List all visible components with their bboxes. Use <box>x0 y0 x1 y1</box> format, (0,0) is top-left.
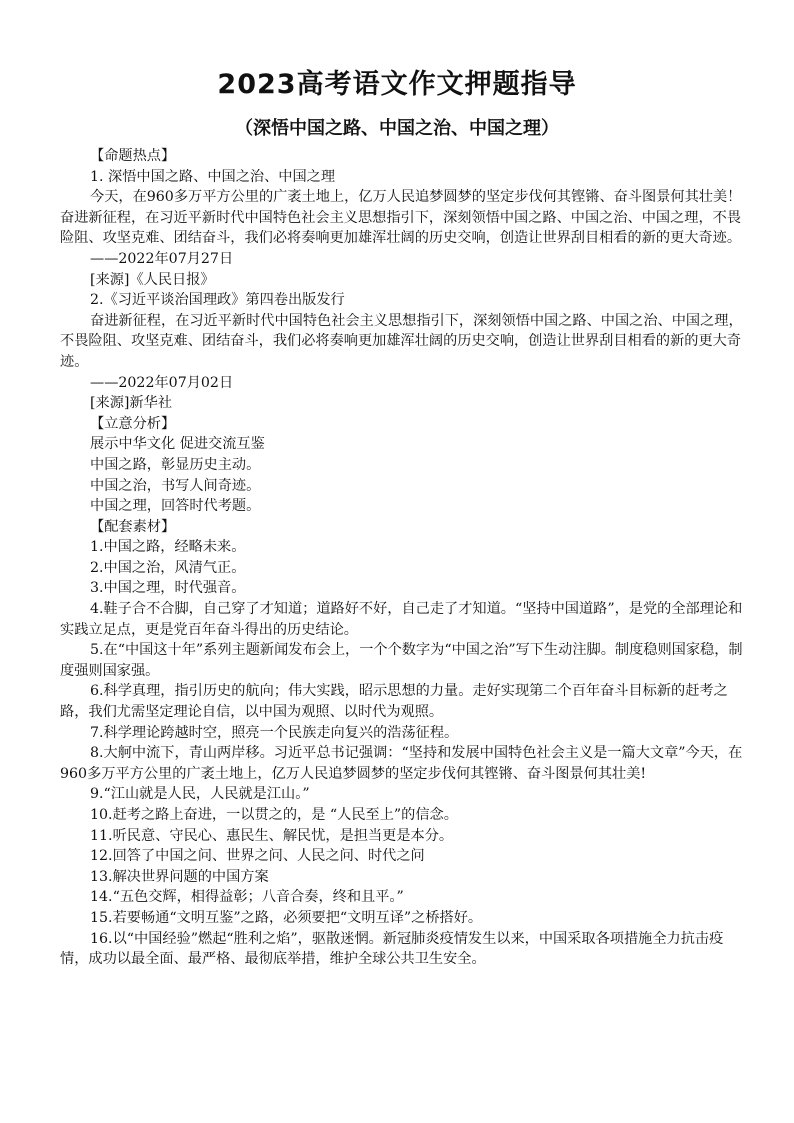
section-heading-hot: 【命题热点】 <box>90 148 176 164</box>
hot-item-1-date: ——2022年07月27日 <box>90 250 234 267</box>
hot-item-2-date: ——2022年07月02日 <box>90 374 234 391</box>
material-item: 8.大舸中流下，青山两岸移。习近平总书记强调：“坚持和发展中国特色社会主义是一篇大文章”今天，在960多万平方公里的广袤土地上，亿万人民追梦圆梦的坚定步伐何其铿锵、奋斗图景何其壮美! <box>60 745 743 782</box>
hot-item-2-title: 2.《习近平谈治国理政》第四卷出版发行 <box>90 292 345 309</box>
material-item: 4.鞋子合不合脚，自己穿了才知道；道路好不好，自己走了才知道。“坚持中国道路”，是党的全部理论和实践立足点，更是党百年奋斗得出的历史结论。 <box>60 601 743 638</box>
material-item: 2.中国之治，风清气正。 <box>90 559 246 576</box>
material-item: 16.以“中国经验”燃起“胜利之焰”，驱散迷惘。新冠肺炎疫情发生以来，中国采取各项措施全力抗击疫情，成功以最全面、最严格、最彻底举措，维护全球公共卫生安全。 <box>60 930 724 968</box>
material-item: 13.解决世界问题的中国方案 <box>90 868 269 885</box>
analysis-line: 中国之治，书写人间奇迹。 <box>90 477 261 494</box>
document-subtitle: （深悟中国之路、中国之治、中国之理） <box>235 118 559 139</box>
hot-item-2-text: 奋进新征程，在习近平新时代中国特色社会主义思想指引下，深刻领悟中国之路、中国之治、中国之理，不畏险阻、攻坚克难、团结奋斗，我们必将奏响更加雄浑壮阔的历史交响，创造让世界刮目相看的新的更大奇迹。 <box>60 312 743 370</box>
document-body <box>60 146 750 970</box>
analysis-line: 展示中华文化 促进交流互鉴 <box>90 436 265 453</box>
analysis-line: 中国之路，彰显历史主动。 <box>90 456 261 473</box>
material-item: 11.听民意、守民心、惠民生、解民忧，是担当更是本分。 <box>90 827 454 844</box>
material-item: 3.中国之理，时代强音。 <box>90 580 246 597</box>
material-item: 6.科学真理，指引历史的航向；伟大实践，昭示思想的力量。走好实现第二个百年奋斗目标新的赶考之路，我们尤需坚定理论自信，以中国为观照、以时代为观照。 <box>60 683 728 721</box>
hot-item-1-source: [来源]《人民日报》 <box>90 271 215 288</box>
document-title: 2023高考语文作文押题指导 <box>217 69 577 100</box>
material-item: 9.“江山就是人民，人民就是江山。” <box>90 786 310 803</box>
material-item: 14.“五色交辉，相得益彰；八音合奏，终和且平。” <box>90 889 404 906</box>
analysis-line: 中国之理，回答时代考题。 <box>90 498 261 515</box>
material-item: 12.回答了中国之问、世界之问、人民之问、时代之问 <box>90 848 425 865</box>
section-heading-materials: 【配套素材】 <box>90 518 176 535</box>
hot-item-2-source: [来源]新华社 <box>90 395 173 412</box>
material-item: 7.科学理论跨越时空，照亮一个民族走向复兴的浩荡征程。 <box>90 724 459 741</box>
material-item: 1.中国之路，经略未来。 <box>90 539 246 556</box>
material-item: 15.若要畅通“文明互鉴”之路，必须要把“文明互译”之桥搭好。 <box>90 909 483 926</box>
material-item: 10.赶考之路上奋进，一以贯之的，是 “人民至上”的信念。 <box>90 807 458 823</box>
material-item: 5.在“中国这十年”系列主题新闻发布会上，一个个数字为“中国之治”写下生动注脚。制度稳则国家稳，制度强则国家强。 <box>60 642 743 679</box>
hot-item-1-text: 今天，在960多万平方公里的广袤土地上，亿万人民追梦圆梦的坚定步伐何其铿锵、奋斗图景何其壮美！奋进新征程，在习近平新时代中国特色社会主义思想指引下，深刻领悟中国之路、中国之治、中国之理，不畏险阻、攻坚克难、团结奋斗，我们必将奏响更加雄浑壮阔的历史交响，创造让世界刮目相看的新的更大奇迹。 <box>60 189 742 247</box>
hot-item-1-title: 1. 深悟中国之路、中国之治、中国之理 <box>90 168 336 185</box>
section-heading-analysis: 【立意分析】 <box>90 415 176 432</box>
